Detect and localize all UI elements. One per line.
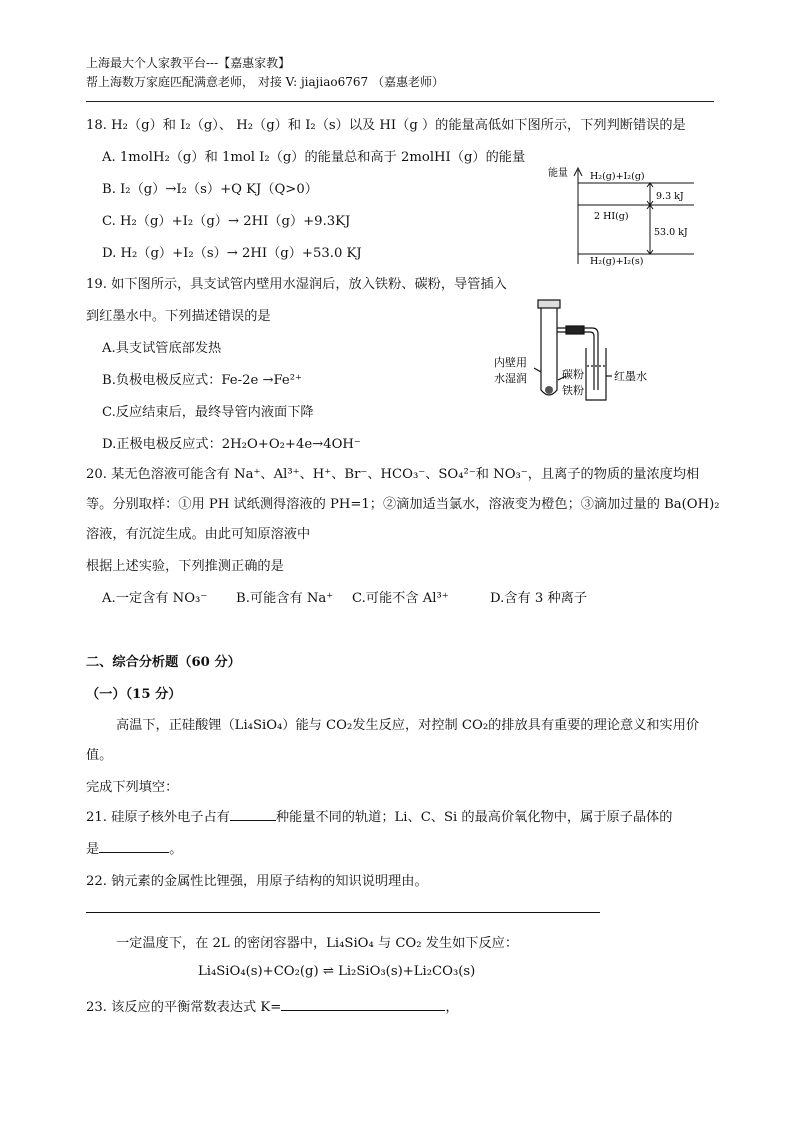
q20-option-c: C.可能不含 Al³⁺: [352, 591, 449, 606]
instruction: 完成下列填空：: [86, 780, 179, 795]
q20-line-3: 溶液，有沉淀生成。由此可知原溶液中: [86, 527, 311, 542]
q19-stem-2: 到红墨水中。下列描述错误的是: [86, 309, 271, 324]
q21-text-c: 是: [86, 842, 100, 857]
q21-line-1: [86, 806, 672, 825]
q18-option-d: D. H₂（g）+I₂（s）→ 2HI（g）+53.0 KJ: [102, 246, 362, 261]
label-wall-2: 水湿润: [494, 372, 527, 385]
q18-option-a: A. 1molH₂（g）和 1mol I₂（g）的能量总和高于 2molHI（g）的能量: [102, 150, 526, 165]
reaction-equation: Li₄SiO₄(s)+CO₂(g) ⇌ Li₂SiO₃(s)+Li₂CO₃(s): [198, 964, 476, 979]
label-red-ink: 红墨水: [614, 370, 647, 383]
diagram-level-bot: H₂(g)+I₂(s): [590, 256, 644, 267]
q19-option-b: B.负极电极反应式：Fe-2e →Fe²⁺: [102, 373, 302, 388]
q20-option-d: D.含有 3 种离子: [490, 591, 588, 606]
q21-text-b: 种能量不同的轨道；Li、C、Si 的最高价氧化物中，属于原子晶体的: [275, 810, 673, 825]
q20-option-b: B.可能含有 Na⁺: [236, 591, 334, 606]
diagram-gap-2: 53.0 kJ: [654, 227, 688, 238]
part-1-intro-1: 高温下，正硅酸锂（Li₄SiO₄）能与 CO₂发生反应，对控制 CO₂的排放具有重要的理论意义和实用价: [116, 718, 700, 733]
q22-answer-line[interactable]: [86, 912, 600, 913]
q23-line: [86, 996, 459, 1015]
diagram-level-mid: 2 HI(g): [594, 211, 629, 222]
header-line-1: 上海最大个人家教平台---【嘉惠家教】: [86, 56, 291, 70]
q21-blank-2[interactable]: [99, 840, 169, 853]
apparatus-figure: [494, 296, 674, 408]
reaction-condition: 一定温度下，在 2L 的密闭容器中，Li₄SiO₄ 与 CO₂ 发生如下反应：: [116, 936, 519, 951]
q20-line-4: 根据上述实验，下列推测正确的是: [86, 559, 284, 574]
header-line-2: 帮上海数万家庭匹配满意老师， 对接 V: jiajiao6767 （嘉惠老师）: [86, 75, 444, 89]
q22-text: 22. 钠元素的金属性比锂强，用原子结构的知识说明理由。: [86, 874, 428, 889]
q20-option-a: A.一定含有 NO₃⁻: [102, 591, 208, 606]
diagram-gap-1: 9.3 kJ: [656, 191, 684, 202]
label-iron: 铁粉: [562, 384, 584, 397]
diagram-axis-label: 能量: [548, 168, 568, 179]
label-carbon: 碳粉: [562, 368, 584, 381]
q20-line-1: 20. 某无色溶液可能含有 Na⁺、Al³⁺、H⁺、Br⁻、HCO₃⁻、SO₄²⁻和 NO₃⁻，且离子的物质的量浓度均相: [86, 467, 700, 482]
diagram-level-top: H₂(g)+I₂(g): [590, 171, 645, 182]
part-1-title: （一）（15 分）: [86, 687, 182, 702]
q19-option-a: A.具支试管底部发热: [102, 341, 222, 356]
q19-stem-1: 19. 如下图所示，具支试管内壁用水湿润后，放入铁粉、碳粉，导管插入: [86, 277, 507, 292]
label-wall-1: 内壁用: [494, 356, 527, 369]
section-2-title: 二、综合分析题（60 分）: [86, 655, 241, 670]
energy-level-diagram: [544, 160, 704, 270]
q21-text-d: 。: [169, 842, 183, 857]
q23-text-a: 23. 该反应的平衡常数表达式 K=: [86, 1000, 282, 1015]
q18-stem: 18. H₂（g）和 I₂（g）、 H₂（g）和 I₂（s）以及 HI（g ）的能量高低如下图所示，下列判断错误的是: [86, 118, 686, 133]
q21-blank-1[interactable]: [230, 808, 276, 821]
q21-line-2: [86, 838, 182, 857]
q19-option-d: D.正极电极反应式：2H₂O+O₂+4e→4OH⁻: [102, 437, 361, 452]
q18-option-c: C. H₂（g）+I₂（g）→ 2HI（g）+9.3KJ: [102, 214, 351, 229]
q23-blank[interactable]: [281, 998, 445, 1011]
header-divider: [86, 101, 714, 102]
q20-line-2: 等。分别取样：①用 PH 试纸测得溶液的 PH=1；②滴加适当氯水，溶液变为橙色；③滴加过量的 Ba(OH)₂: [86, 497, 720, 512]
q21-text-a: 21. 硅原子核外电子占有: [86, 810, 230, 825]
part-1-intro-2: 值。: [86, 748, 113, 763]
q23-text-b: ，: [445, 1000, 459, 1015]
q19-option-c: C.反应结束后，最终导管内液面下降: [102, 405, 314, 420]
q18-option-b: B. I₂（g）→I₂（s）+Q KJ（Q>0）: [102, 182, 318, 197]
